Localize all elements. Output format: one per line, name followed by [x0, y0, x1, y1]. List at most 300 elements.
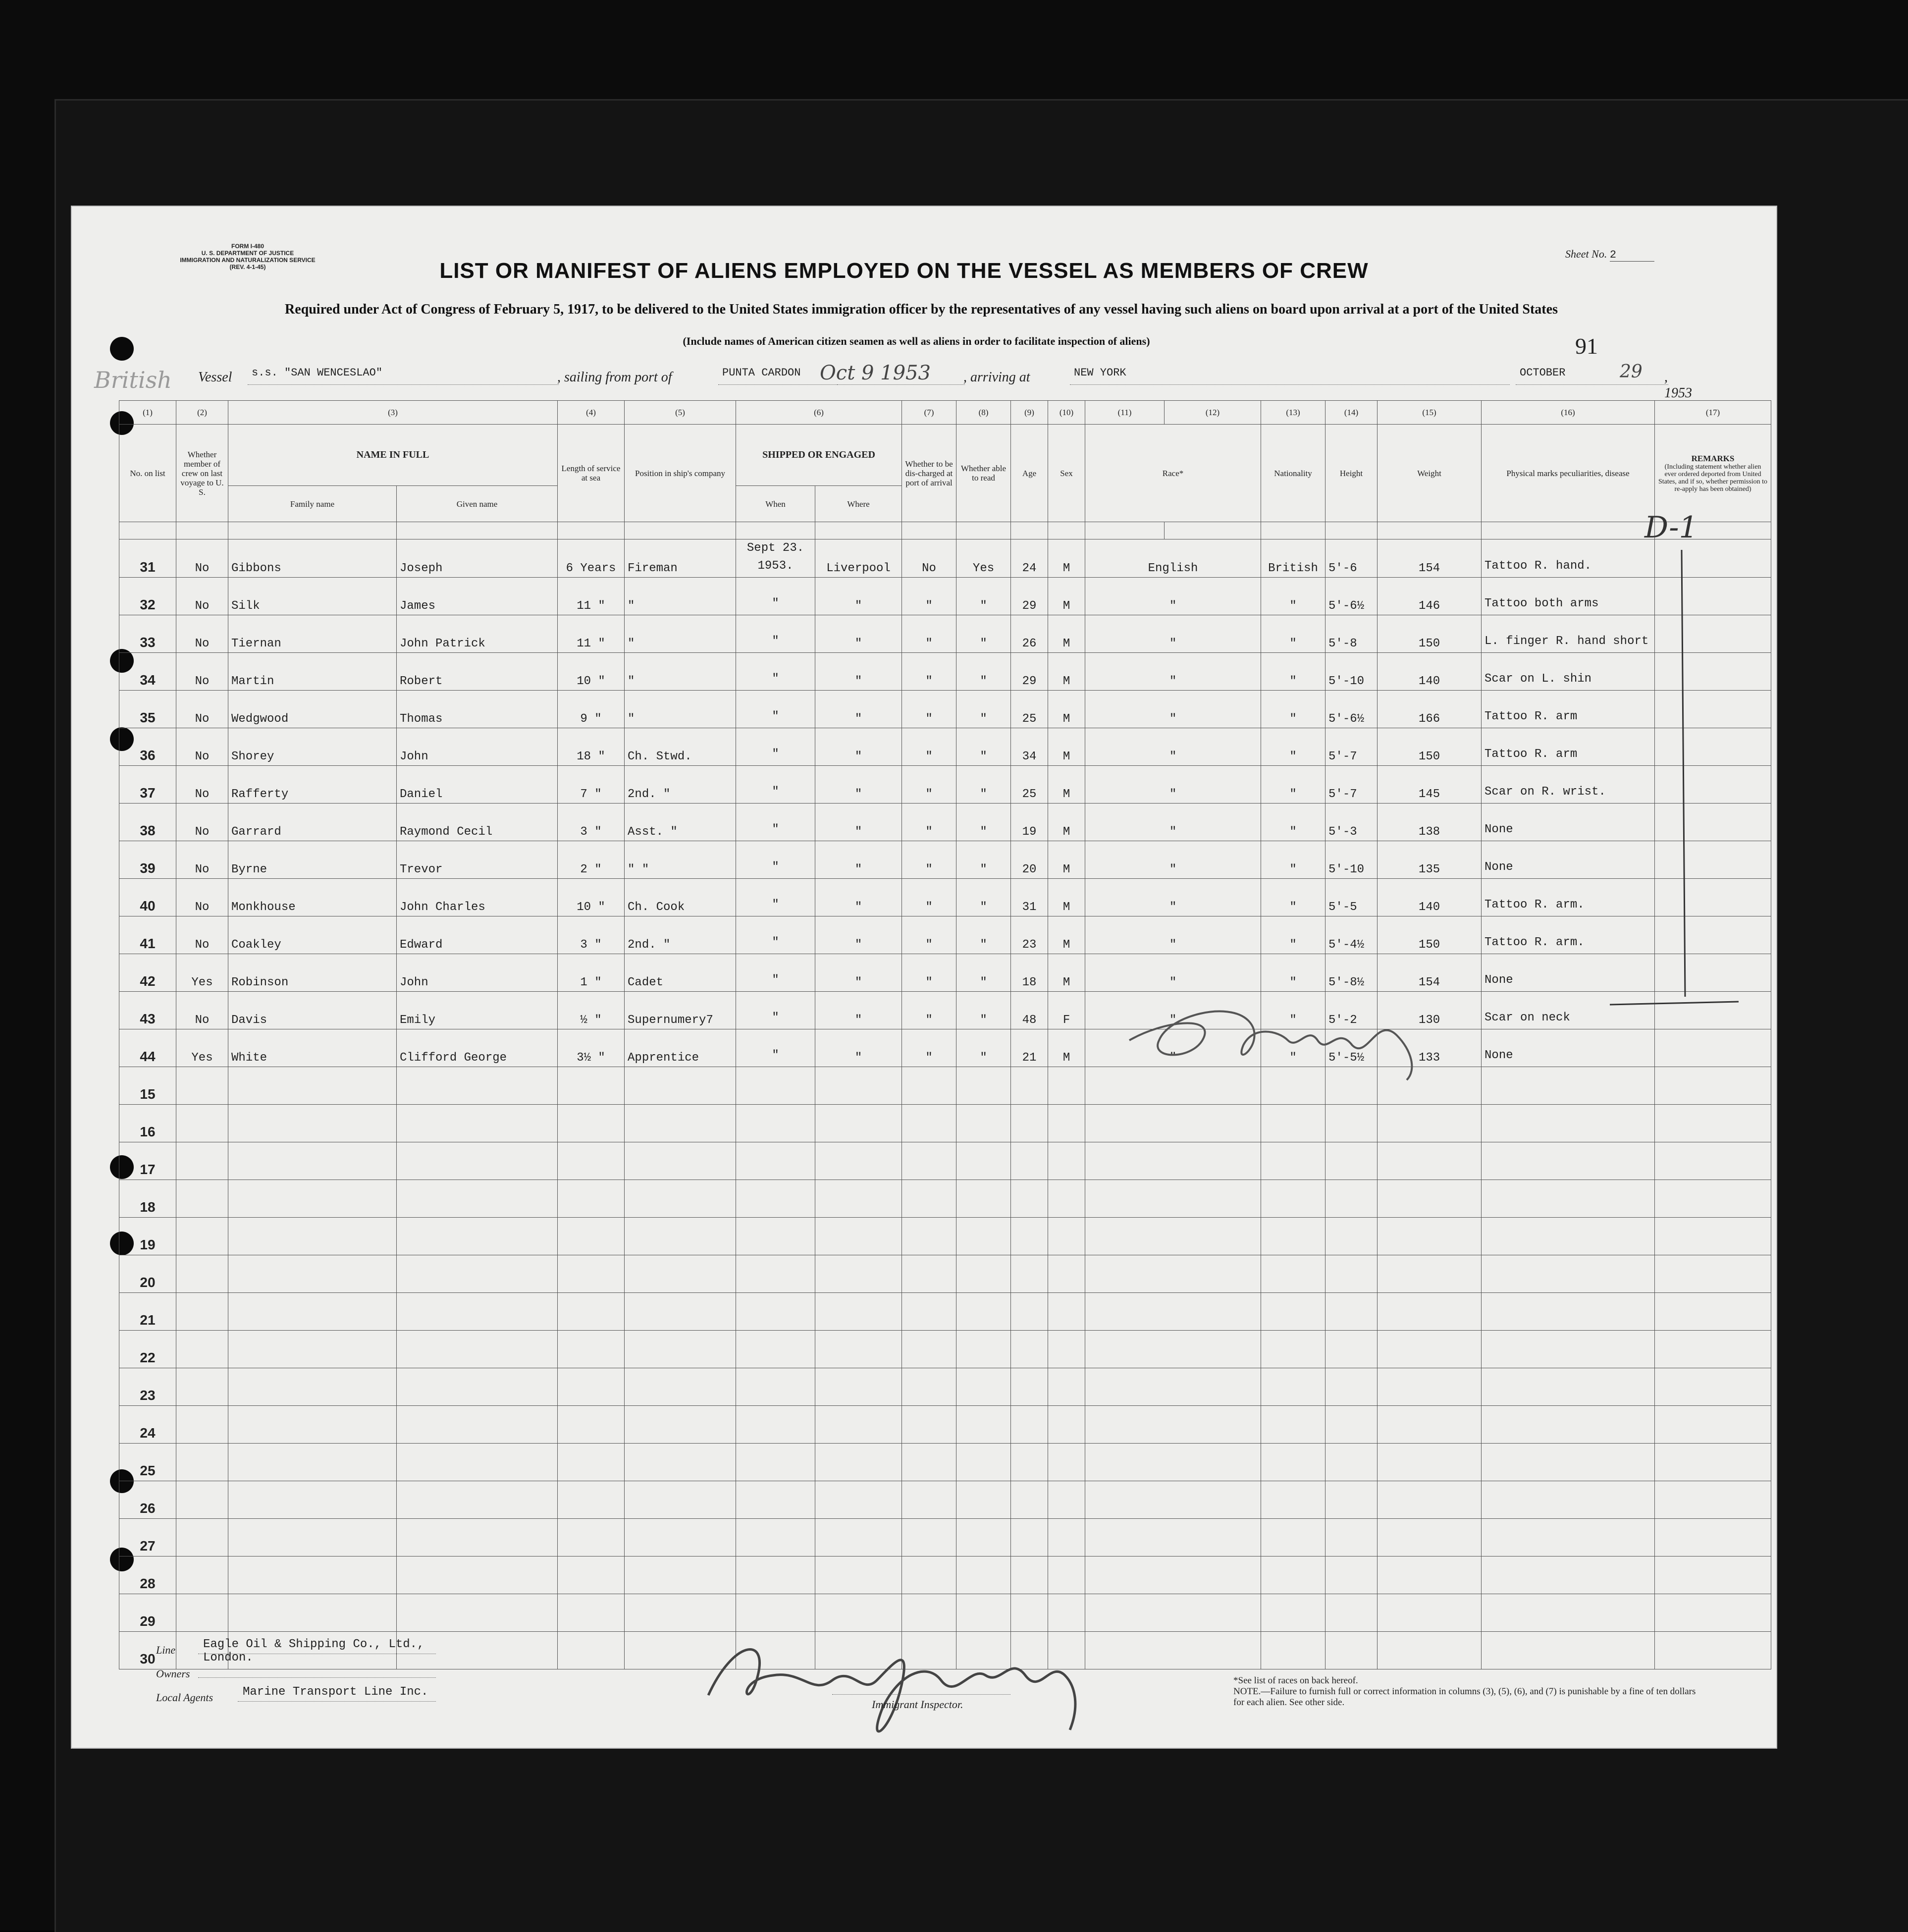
spacer-cell: [1378, 522, 1482, 539]
given-name-cell: Edward: [397, 916, 558, 954]
physical-marks-cell: Tattoo R. arm: [1482, 728, 1655, 766]
row-number: 34: [119, 653, 176, 691]
remarks-cell: [1655, 804, 1771, 841]
able-to-read-cell: ": [956, 691, 1011, 728]
row-number: 42: [119, 954, 176, 992]
sex-cell: F: [1048, 992, 1085, 1029]
empty-cell: [1482, 1594, 1655, 1632]
race-cell: ": [1085, 954, 1261, 992]
empty-cell: [1655, 1368, 1771, 1406]
vessel-info-line: [198, 362, 1692, 401]
physical-marks-cell: None: [1482, 804, 1655, 841]
empty-cell: [397, 1444, 558, 1481]
header-age: Age: [1011, 425, 1048, 522]
height-cell: 5'-7: [1325, 766, 1378, 804]
row-number: 36: [119, 728, 176, 766]
remarks-cell: [1655, 691, 1771, 728]
service-length-cell: 1 ": [558, 954, 625, 992]
able-to-read-cell: ": [956, 804, 1011, 841]
footer-notes: [1233, 1675, 1699, 1708]
empty-cell: [1325, 1180, 1378, 1218]
nationality-cell: ": [1261, 841, 1325, 879]
empty-cell: [176, 1105, 228, 1142]
header-length-of-service: Length of service at sea: [558, 425, 625, 522]
remarks-title: REMARKS: [1691, 453, 1735, 463]
empty-cell: [176, 1142, 228, 1180]
empty-cell: [736, 1368, 815, 1406]
able-to-read-cell: ": [956, 992, 1011, 1029]
empty-cell: [558, 1444, 625, 1481]
weight-cell: 150: [1378, 728, 1482, 766]
empty-cell: [736, 1293, 815, 1331]
empty-cell: [815, 1067, 902, 1105]
position-cell: ": [625, 653, 736, 691]
sex-cell: M: [1048, 691, 1085, 728]
physical-marks-cell: Scar on neck: [1482, 992, 1655, 1029]
physical-marks-cell: Tattoo both arms: [1482, 578, 1655, 615]
height-cell: 5'-4½: [1325, 916, 1378, 954]
header-discharged: Whether to be dis-charged at port of arrival: [902, 425, 956, 522]
header-given-name: Given name: [397, 486, 558, 522]
empty-cell: [558, 1406, 625, 1444]
column-number: (9): [1011, 401, 1048, 425]
empty-cell: [558, 1293, 625, 1331]
arrival-month: OCTOBER: [1516, 367, 1668, 385]
penalty-note: NOTE.—Failure to furnish full or correct information in columns (3), (5), (6), and (7) is punishable by a fine of ten dollars for each alien. See other side.: [1233, 1686, 1696, 1708]
empty-cell: [1482, 1632, 1655, 1669]
row-number: 37: [119, 766, 176, 804]
empty-cell: [815, 1105, 902, 1142]
empty-cell: [1482, 1293, 1655, 1331]
empty-cell: [228, 1406, 397, 1444]
header-physical-marks: Physical marks peculiarities, disease: [1482, 425, 1655, 522]
weight-cell: 154: [1378, 954, 1482, 992]
empty-cell: [228, 1105, 397, 1142]
empty-table-row: [119, 1406, 1771, 1444]
shipped-where-cell: ": [815, 954, 902, 992]
empty-cell: [625, 1406, 736, 1444]
nationality-cell: ": [1261, 615, 1325, 653]
empty-cell: [1482, 1368, 1655, 1406]
nationality-cell: ": [1261, 954, 1325, 992]
prior-voyage-cell: Yes: [176, 954, 228, 992]
empty-cell: [1261, 1594, 1325, 1632]
empty-cell: [176, 1218, 228, 1255]
arriving-label: , arriving at: [963, 370, 1030, 385]
empty-cell: [397, 1481, 558, 1519]
service-length-cell: 11 ": [558, 578, 625, 615]
discharged-cell: ": [902, 653, 956, 691]
given-name-cell: Trevor: [397, 841, 558, 879]
header-sex: Sex: [1048, 425, 1085, 522]
empty-cell: [1378, 1594, 1482, 1632]
empty-cell: [397, 1519, 558, 1556]
handwritten-sailing-date: Oct 9 1953: [820, 362, 931, 384]
spacer-cell: [625, 522, 736, 539]
table-row: [119, 578, 1771, 615]
column-number: (7): [902, 401, 956, 425]
empty-cell: [956, 1444, 1011, 1481]
column-number: (12): [1165, 401, 1261, 425]
prior-voyage-cell: No: [176, 728, 228, 766]
race-cell: ": [1085, 766, 1261, 804]
nationality-cell: ": [1261, 992, 1325, 1029]
empty-cell: [1655, 1331, 1771, 1368]
empty-cell: [1085, 1218, 1261, 1255]
empty-cell: [1085, 1632, 1261, 1669]
empty-cell: [1482, 1444, 1655, 1481]
empty-cell: [902, 1142, 956, 1180]
shipped-where-cell: ": [815, 691, 902, 728]
table-row: [119, 992, 1771, 1029]
empty-cell: [815, 1293, 902, 1331]
physical-marks-cell: None: [1482, 1029, 1655, 1067]
empty-cell: [956, 1105, 1011, 1142]
spacer-cell: [1165, 522, 1261, 539]
empty-cell: [1085, 1293, 1261, 1331]
weight-cell: 154: [1378, 539, 1482, 578]
header-spacer-row: [119, 522, 1771, 539]
weight-cell: 150: [1378, 916, 1482, 954]
row-number: 28: [119, 1556, 176, 1594]
spacer-cell: [397, 522, 558, 539]
table-row: [119, 615, 1771, 653]
empty-cell: [956, 1293, 1011, 1331]
empty-cell: [1048, 1067, 1085, 1105]
page-subtitle: Required under Act of Congress of February 5, 1917, to be delivered to the United States immigration officer by the representatives of any vessel having such aliens on board upon arrival at a port of the United States: [285, 302, 1558, 317]
empty-cell: [176, 1481, 228, 1519]
empty-cell: [902, 1067, 956, 1105]
discharged-cell: ": [902, 804, 956, 841]
sex-cell: M: [1048, 954, 1085, 992]
height-cell: 5'-2: [1325, 992, 1378, 1029]
prior-voyage-cell: No: [176, 691, 228, 728]
empty-cell: [558, 1632, 625, 1669]
row-number: 32: [119, 578, 176, 615]
empty-cell: [736, 1142, 815, 1180]
header-race: Race*: [1085, 425, 1261, 522]
empty-cell: [815, 1255, 902, 1293]
header-height: Height: [1325, 425, 1378, 522]
physical-marks-cell: None: [1482, 841, 1655, 879]
service-length-cell: 2 ": [558, 841, 625, 879]
departure-port: PUNTA CARDON: [718, 367, 841, 385]
empty-cell: [1048, 1556, 1085, 1594]
height-cell: 5'-7: [1325, 728, 1378, 766]
vessel-label: Vessel: [198, 370, 232, 385]
empty-cell: [176, 1180, 228, 1218]
position-cell: Cadet: [625, 954, 736, 992]
empty-cell: [625, 1444, 736, 1481]
agents-value: Marine Transport Line Inc.: [238, 1685, 436, 1702]
header-name-in-full: NAME IN FULL: [228, 425, 558, 486]
header-no-on-list: No. on list: [119, 425, 176, 522]
age-cell: 48: [1011, 992, 1048, 1029]
discharged-cell: ": [902, 841, 956, 879]
empty-cell: [558, 1142, 625, 1180]
given-name-cell: John: [397, 728, 558, 766]
empty-cell: [1325, 1481, 1378, 1519]
empty-cell: [1325, 1444, 1378, 1481]
given-name-cell: Emily: [397, 992, 558, 1029]
prior-voyage-cell: No: [176, 841, 228, 879]
remarks-cell: [1655, 879, 1771, 916]
able-to-read-cell: ": [956, 954, 1011, 992]
empty-cell: [1085, 1556, 1261, 1594]
empty-cell: [558, 1594, 625, 1632]
service-length-cell: 3½ ": [558, 1029, 625, 1067]
empty-cell: [956, 1180, 1011, 1218]
empty-cell: [176, 1067, 228, 1105]
age-cell: 29: [1011, 578, 1048, 615]
service-length-cell: 3 ": [558, 804, 625, 841]
race-cell: ": [1085, 804, 1261, 841]
remarks-cell: [1655, 728, 1771, 766]
empty-cell: [1378, 1368, 1482, 1406]
empty-cell: [736, 1331, 815, 1368]
empty-cell: [625, 1142, 736, 1180]
family-name-cell: Robinson: [228, 954, 397, 992]
row-number: 35: [119, 691, 176, 728]
empty-cell: [1011, 1293, 1048, 1331]
row-number: 40: [119, 879, 176, 916]
shipped-when-cell: ": [736, 1029, 815, 1067]
empty-cell: [1325, 1519, 1378, 1556]
empty-cell: [1048, 1519, 1085, 1556]
empty-cell: [176, 1255, 228, 1293]
empty-cell: [625, 1180, 736, 1218]
empty-cell: [176, 1368, 228, 1406]
physical-marks-cell: Tattoo R. arm: [1482, 691, 1655, 728]
prior-voyage-cell: No: [176, 916, 228, 954]
empty-cell: [625, 1368, 736, 1406]
form-revision: (REV. 4-1-45): [229, 264, 266, 270]
empty-cell: [956, 1331, 1011, 1368]
family-name-cell: Wedgwood: [228, 691, 397, 728]
empty-cell: [176, 1556, 228, 1594]
row-number: 18: [119, 1180, 176, 1218]
empty-cell: [815, 1556, 902, 1594]
race-cell: ": [1085, 728, 1261, 766]
empty-cell: [1011, 1444, 1048, 1481]
remarks-cell: [1655, 841, 1771, 879]
discharged-cell: ": [902, 578, 956, 615]
column-number: (14): [1325, 401, 1378, 425]
age-cell: 34: [1011, 728, 1048, 766]
empty-cell: [902, 1293, 956, 1331]
family-name-cell: Gibbons: [228, 539, 397, 578]
empty-table-row: [119, 1331, 1771, 1368]
physical-marks-cell: L. finger R. hand short: [1482, 615, 1655, 653]
able-to-read-cell: ": [956, 1029, 1011, 1067]
row-number: 19: [119, 1218, 176, 1255]
row-number: 30: [119, 1632, 176, 1669]
discharged-cell: ": [902, 691, 956, 728]
empty-cell: [1085, 1406, 1261, 1444]
weight-cell: 140: [1378, 653, 1482, 691]
family-name-cell: Byrne: [228, 841, 397, 879]
race-cell: ": [1085, 615, 1261, 653]
shipped-when-cell: ": [736, 841, 815, 879]
empty-cell: [902, 1444, 956, 1481]
row-number: 39: [119, 841, 176, 879]
empty-cell: [1482, 1519, 1655, 1556]
races-note: *See list of races on back hereof.: [1233, 1675, 1358, 1686]
shipped-where-cell: ": [815, 578, 902, 615]
empty-cell: [736, 1067, 815, 1105]
empty-cell: [176, 1406, 228, 1444]
empty-cell: [1261, 1105, 1325, 1142]
spacer-cell: [558, 522, 625, 539]
empty-cell: [397, 1556, 558, 1594]
empty-cell: [1655, 1218, 1771, 1255]
position-cell: Ch. Cook: [625, 879, 736, 916]
empty-cell: [1655, 1067, 1771, 1105]
nationality-cell: British: [1261, 539, 1325, 578]
empty-cell: [1325, 1368, 1378, 1406]
empty-cell: [1261, 1519, 1325, 1556]
empty-cell: [558, 1519, 625, 1556]
page-title: LIST OR MANIFEST OF ALIENS EMPLOYED ON THE VESSEL AS MEMBERS OF CREW: [439, 259, 1369, 283]
sex-cell: M: [1048, 916, 1085, 954]
sex-cell: M: [1048, 841, 1085, 879]
header-shipped-or-engaged: SHIPPED OR ENGAGED: [736, 425, 902, 486]
empty-cell: [228, 1444, 397, 1481]
service-length-cell: 10 ": [558, 653, 625, 691]
empty-cell: [1655, 1142, 1771, 1180]
inspector-action-note: D-1: [1644, 510, 1698, 545]
spacer-cell: [119, 522, 176, 539]
header-where: Where: [815, 486, 902, 522]
height-cell: 5'-3: [1325, 804, 1378, 841]
discharged-cell: ": [902, 615, 956, 653]
empty-cell: [1325, 1406, 1378, 1444]
height-cell: 5'-6: [1325, 539, 1378, 578]
service-length-cell: 3 ": [558, 916, 625, 954]
physical-marks-cell: Tattoo R. arm.: [1482, 879, 1655, 916]
given-name-cell: John Patrick: [397, 615, 558, 653]
shipped-when-cell: ": [736, 691, 815, 728]
empty-cell: [1655, 1180, 1771, 1218]
empty-cell: [1261, 1406, 1325, 1444]
race-cell: English: [1085, 539, 1261, 578]
shipped-when-cell: ": [736, 954, 815, 992]
empty-cell: [1048, 1180, 1085, 1218]
header-weight: Weight: [1378, 425, 1482, 522]
empty-cell: [625, 1556, 736, 1594]
empty-cell: [736, 1218, 815, 1255]
shipped-where-cell: ": [815, 1029, 902, 1067]
empty-cell: [815, 1331, 902, 1368]
empty-cell: [1325, 1632, 1378, 1669]
empty-cell: [397, 1105, 558, 1142]
service-length-cell: 11 ": [558, 615, 625, 653]
empty-cell: [558, 1481, 625, 1519]
column-number: (8): [956, 401, 1011, 425]
empty-cell: [558, 1331, 625, 1368]
height-cell: 5'-5: [1325, 879, 1378, 916]
position-cell: 2nd. ": [625, 916, 736, 954]
row-number: 24: [119, 1406, 176, 1444]
family-name-cell: Rafferty: [228, 766, 397, 804]
header-position: Position in ship's company: [625, 425, 736, 522]
prior-voyage-cell: No: [176, 766, 228, 804]
empty-cell: [228, 1331, 397, 1368]
race-cell: ": [1085, 1029, 1261, 1067]
family-name-cell: Coakley: [228, 916, 397, 954]
header-family-name: Family name: [228, 486, 397, 522]
row-number: 38: [119, 804, 176, 841]
remarks-cell: [1655, 766, 1771, 804]
weight-cell: 166: [1378, 691, 1482, 728]
column-number: (1): [119, 401, 176, 425]
empty-cell: [397, 1368, 558, 1406]
empty-cell: [1085, 1331, 1261, 1368]
empty-cell: [1325, 1594, 1378, 1632]
empty-cell: [1482, 1556, 1655, 1594]
empty-cell: [1048, 1105, 1085, 1142]
position-cell: Supernumery7: [625, 992, 736, 1029]
race-cell: ": [1085, 916, 1261, 954]
empty-cell: [1655, 1519, 1771, 1556]
position-cell: ": [625, 691, 736, 728]
empty-table-row: [119, 1368, 1771, 1406]
nationality-cell: ": [1261, 766, 1325, 804]
shipped-where-cell: ": [815, 766, 902, 804]
empty-cell: [1655, 1632, 1771, 1669]
able-to-read-cell: ": [956, 578, 1011, 615]
remarks-cell: [1655, 615, 1771, 653]
physical-marks-cell: Tattoo R. hand.: [1482, 539, 1655, 578]
empty-cell: [1655, 1255, 1771, 1293]
shipped-where-cell: ": [815, 916, 902, 954]
header-able-to-read: Whether able to read: [956, 425, 1011, 522]
empty-cell: [1482, 1218, 1655, 1255]
age-cell: 20: [1011, 841, 1048, 879]
empty-cell: [1085, 1519, 1261, 1556]
empty-cell: [558, 1105, 625, 1142]
empty-cell: [1325, 1218, 1378, 1255]
empty-cell: [176, 1293, 228, 1331]
sheet-label: Sheet No.: [1565, 248, 1607, 260]
empty-table-row: [119, 1519, 1771, 1556]
sex-cell: M: [1048, 615, 1085, 653]
row-number: 27: [119, 1519, 176, 1556]
sex-cell: M: [1048, 653, 1085, 691]
empty-cell: [1325, 1331, 1378, 1368]
family-name-cell: Shorey: [228, 728, 397, 766]
document-number: 91: [1575, 333, 1598, 359]
column-number: (16): [1482, 401, 1655, 425]
empty-cell: [902, 1368, 956, 1406]
shipped-where-cell: ": [815, 841, 902, 879]
remarks-cell: [1655, 992, 1771, 1029]
empty-cell: [1482, 1331, 1655, 1368]
empty-cell: [956, 1255, 1011, 1293]
discharged-cell: ": [902, 992, 956, 1029]
empty-cell: [1011, 1218, 1048, 1255]
empty-cell: [1261, 1444, 1325, 1481]
empty-cell: [1085, 1481, 1261, 1519]
position-cell: Ch. Stwd.: [625, 728, 736, 766]
position-cell: " ": [625, 841, 736, 879]
shipped-when-cell: ": [736, 653, 815, 691]
nationality-cell: ": [1261, 691, 1325, 728]
empty-cell: [1378, 1406, 1482, 1444]
nationality-cell: ": [1261, 653, 1325, 691]
empty-cell: [1482, 1180, 1655, 1218]
empty-cell: [1378, 1105, 1482, 1142]
